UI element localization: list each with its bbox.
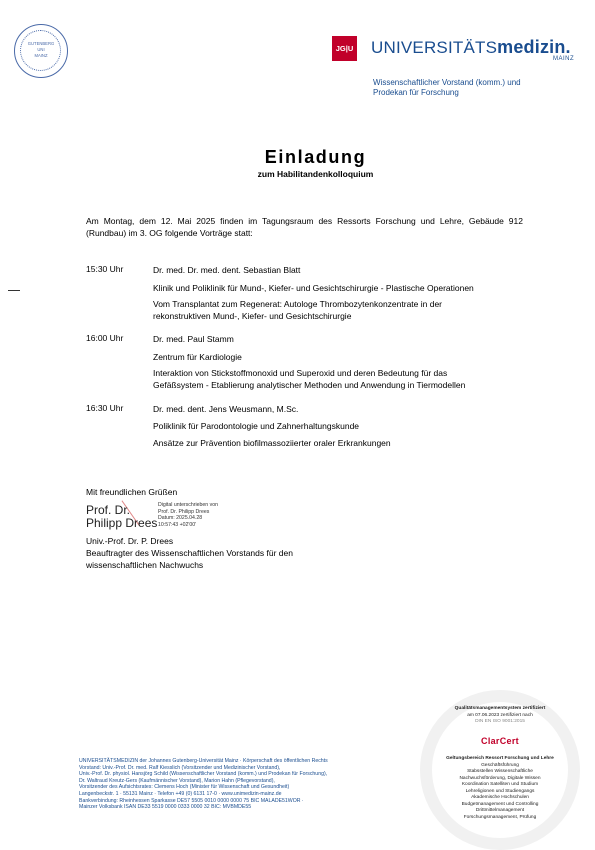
brand-bold: medizin. [497, 37, 571, 57]
seal-text-2: UNI [37, 47, 45, 52]
footer-line-6: Langenbeckstr. 1 · 55131 Mainz · Telefon +49 (0) 6131 17-0 · www.unimedizin-mainz.de [79, 791, 282, 797]
talk-3-time: 16:30 Uhr [86, 403, 124, 413]
talk-2-topic-1: Interaktion von Stickstoffmonoxid und Superoxid und deren Bedeutung für das [153, 368, 448, 378]
talk-1-topic-2: rekonstruktiven Mund-, Kiefer- und Gesichtschirurgie [153, 311, 352, 321]
jgu-logo: JG|U [332, 36, 357, 61]
unit-line-2: Prodekan für Forschung [373, 88, 459, 97]
intro-paragraph: Am Montag, dem 12. Mai 2025 finden im Tagungsraum des Ressorts Forschung und Lehre, Gebäude 912 (Rundbau) im 3. OG folgende Vorträge statt: [86, 216, 523, 238]
cert-line-6: Stabsstellen Wissenschaftliche [467, 769, 533, 774]
cert-line-13: Forschungsmanagement, Prüfung [463, 814, 537, 820]
unit-line-1: Wissenschaftlicher Vorstand (komm.) und [373, 78, 521, 87]
cert-line-3: DIN EN ISO 9001:2015 [475, 719, 525, 724]
footer-line-2: Vorstand: Univ.-Prof. Dr. med. Ralf Kiesslich (Vorsitzender und Medizinischer Vorstand), [79, 764, 281, 771]
cert-line-7: Nachwuchsförderung, Digitale Wissen [459, 775, 541, 781]
document-title: Einladung [264, 147, 367, 167]
signature-name-line-2: Philipp Drees [86, 516, 158, 530]
talk-3-topic-1: Ansätze zur Prävention biofilmassoziierter oraler Erkrankungen [153, 438, 391, 448]
signer-role-1: Beauftragter des Wissenschaftlichen Vorstands für den [86, 548, 293, 558]
digital-line-1: Digital unterschrieben von [158, 502, 218, 508]
cert-line-8: Koordination Satelliten und Studium [461, 782, 539, 787]
footer-line-3: Univ.-Prof. Dr. physiol. Hansjörg Schild (Wissenschaftlicher Vorstand (komm.) und Prodekan für Forschung), [79, 771, 328, 778]
signer-name: Univ.-Prof. Dr. P. Drees [86, 536, 174, 546]
footer-line-1: UNIVERSITÄTSMEDIZIN der Johannes Gutenberg-Universität Mainz · Körperschaft des öffentlichen Rechts [79, 758, 328, 764]
footer-line-8: Mainzer Volksbank ISAN DE33 5519 0000 0333 0000 32 BIC: MVBMDE55 [79, 804, 252, 811]
talk-2-speaker: Dr. med. Paul Stamm [153, 334, 234, 344]
talk-2-time: 16:00 Uhr [86, 333, 124, 343]
cert-line-10: Akademische Hochschulen [471, 795, 529, 800]
talk-1-department: Klinik und Poliklinik für Mund-, Kiefer- und Gesichtschirurgie - Plastische Operationen [153, 283, 474, 293]
signature-name-line-1: Prof. Dr. [86, 503, 131, 517]
brand-light: UNIVERSITÄTS [371, 38, 498, 57]
talk-1-speaker: Dr. med. Dr. med. dent. Sebastian Blatt [153, 265, 301, 275]
digital-line-2: Prof. Dr. Philipp Drees [158, 508, 210, 515]
cert-line-12: Drittmittelmanagement [475, 808, 525, 813]
talk-1-topic-1: Vom Transplantat zum Regenerat: Autologe Thrombozytenkonzentrate in der [153, 299, 443, 309]
brand-city: MAINZ [553, 56, 575, 62]
university-seal [14, 24, 68, 78]
digital-line-3: Datum: 2025.04.28 [158, 515, 203, 521]
cert-line-5: Geschäftsführung [481, 762, 519, 768]
fold-mark [8, 290, 20, 291]
footer-line-7: Bankverbindung: Rheinhessen Sparkasse DE57 5505 0010 0000 0000 75 BIC MALADE51WOR · [79, 797, 304, 804]
talk-2-department: Zentrum für Kardiologie [153, 352, 242, 362]
digital-signature-info [158, 502, 218, 528]
clarcert-logo: ClarCert [481, 736, 519, 746]
talk-2-topic-2: Gefäßsystem - Etablierung analytischer Methoden und Anwendung in Tiermodellen [153, 380, 466, 390]
seal-text-1: GUTENBERG [27, 41, 55, 46]
talk-3-department: Poliklinik für Parodontologie und Zahnerhaltungskunde [153, 421, 360, 431]
closing-greeting: Mit freundlichen Grüßen [86, 487, 178, 497]
footer-line-5: Vorsitzender des Aufsichtsrates: Clemens Hoch (Minister für Wissenschaft und Gesundheit) [79, 784, 290, 791]
cert-line-1: Qualitätsmanagementsystem zertifiziert [454, 706, 546, 711]
digital-line-4: 10:57:43 +02'00' [158, 521, 197, 528]
universitaetsmedizin-logo [371, 37, 571, 58]
cert-line-4: Geltungsbereich Ressort Forschung und Lehre [446, 756, 554, 761]
talk-1-time: 15:30 Uhr [86, 264, 124, 274]
signer-role-2: wissenschaftlichen Nachwuchs [86, 560, 204, 570]
footer-line-4: Dr. Waltraud Kreutz-Gers (Kaufmännischer Vorstand), Marion Hahn (Pflegevorstand), [79, 777, 275, 784]
document-subtitle: zum Habilitandenkolloquium [257, 169, 374, 179]
cert-line-2: am 07.06.2023 zertifiziert nach [467, 712, 533, 718]
cert-line-9: Lehreligionen und Studiengangs [465, 788, 535, 794]
cert-line-11: Budgetmanagement und Controlling [461, 801, 539, 807]
signature-name [86, 504, 157, 530]
talk-3-speaker: Dr. med. dent. Jens Weusmann, M.Sc. [153, 404, 299, 414]
seal-text-3: MAINZ [34, 53, 48, 58]
